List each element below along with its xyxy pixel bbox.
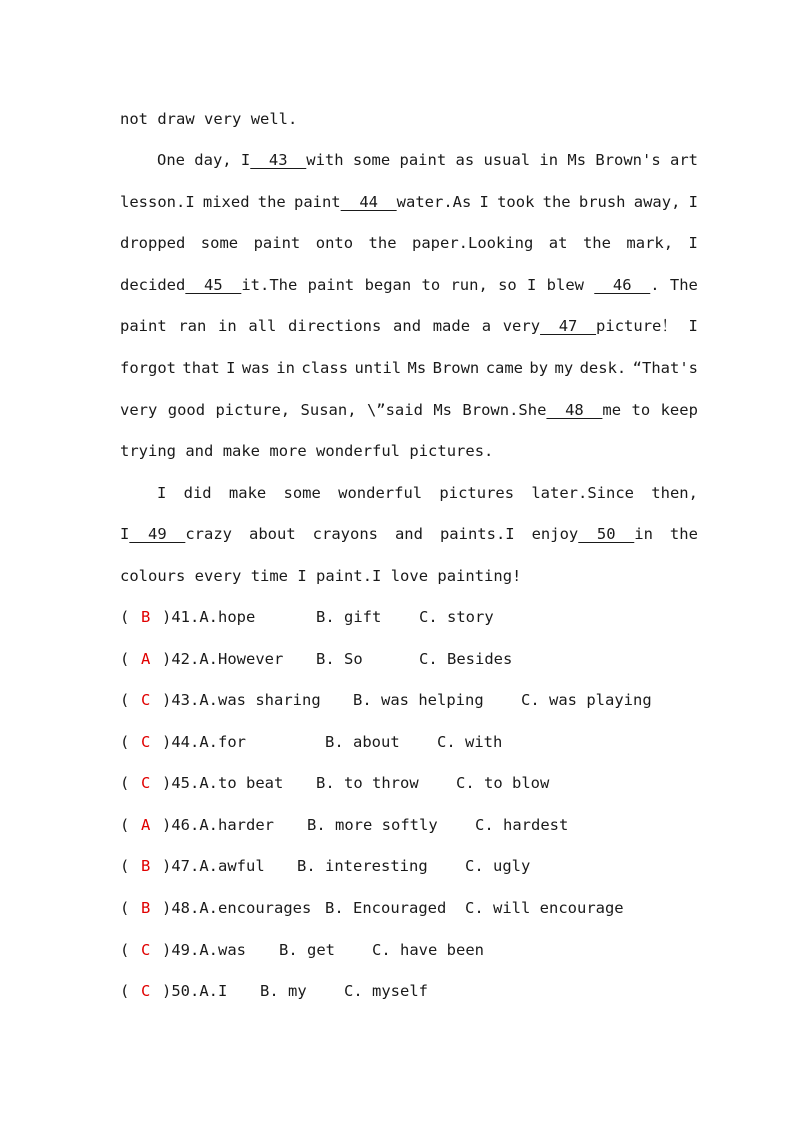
option-b: B. about xyxy=(325,733,400,751)
blank-45: 45 xyxy=(185,276,242,294)
passage-word: lesson.I xyxy=(120,193,195,211)
passage-line3 xyxy=(120,192,698,212)
passage-word: I 49 crazy xyxy=(120,525,233,543)
passage-word: not xyxy=(120,110,148,128)
option-c: C. will encourage xyxy=(465,899,624,917)
open-paren: ( xyxy=(120,650,139,668)
open-paren: ( xyxy=(120,774,139,792)
passage-line9 xyxy=(120,441,698,461)
option-b: B. Encouraged xyxy=(325,899,447,917)
passage-word: Susan, xyxy=(300,401,357,419)
close-paren: ) xyxy=(152,857,172,875)
option-a: A.However xyxy=(199,650,284,668)
answer-letter: B xyxy=(141,857,151,875)
passage-word: paint 44 water.As xyxy=(293,193,472,211)
passage-word: and xyxy=(393,317,422,335)
passage-word: \”said xyxy=(366,401,423,419)
close-paren: ) xyxy=(152,733,172,751)
passage-word: the xyxy=(257,193,286,211)
passage-word: and xyxy=(394,525,423,543)
option-b: B. to throw xyxy=(316,774,419,792)
passage-word: run, xyxy=(450,276,488,294)
passage-word: to xyxy=(421,276,441,294)
passage-word: decided 45 it.The xyxy=(120,276,298,294)
question-number: 50. xyxy=(171,982,200,1000)
passage-word: then, xyxy=(651,484,698,502)
open-paren: ( xyxy=(120,816,139,834)
open-paren: ( xyxy=(120,899,139,917)
passage-word: I xyxy=(479,193,489,211)
option-a: A.for xyxy=(199,733,247,751)
option-c: C. was playing xyxy=(521,691,652,709)
passage-line4 xyxy=(120,233,698,253)
passage-word: paint.I xyxy=(316,567,382,585)
passage-word: all xyxy=(248,317,277,335)
passage-word: Brown's xyxy=(595,151,661,169)
close-paren: ) xyxy=(152,774,172,792)
passage-word: I xyxy=(688,193,698,211)
question-number: 49. xyxy=(171,941,200,959)
passage-word: the xyxy=(669,525,698,543)
passage-word: I xyxy=(157,484,167,502)
passage-word: Brown xyxy=(432,359,480,377)
blank-44: 44 xyxy=(340,193,397,211)
option-a: A.was xyxy=(199,941,247,959)
option-a: A.to beat xyxy=(199,774,284,792)
passage-line1 xyxy=(120,109,698,129)
blank-43: 43 xyxy=(250,151,307,169)
passage-word: in xyxy=(276,359,295,377)
answer-letter: C xyxy=(141,941,151,959)
passage-word: day, xyxy=(194,151,232,169)
option-c: C. to blow xyxy=(456,774,550,792)
passage-word: time xyxy=(250,567,289,585)
passage-word: Brown.She 48 me xyxy=(462,401,622,419)
close-paren: ) xyxy=(152,650,172,668)
passage-word: trying xyxy=(120,442,176,460)
answer-letter: B xyxy=(141,608,151,626)
option-b: B. my xyxy=(260,982,307,1000)
passage-word: as xyxy=(455,151,475,169)
passage-word: I xyxy=(688,234,698,252)
passage-word: I xyxy=(688,317,698,335)
option-b: B. more softly xyxy=(307,816,438,834)
option-c: C. myself xyxy=(344,982,428,1000)
passage-word: made xyxy=(432,317,471,335)
open-paren: ( xyxy=(120,733,139,751)
option-a: A.harder xyxy=(199,816,274,834)
option-c: C. story xyxy=(419,608,494,626)
question-number: 43. xyxy=(171,691,200,709)
answer-letter: A xyxy=(141,650,151,668)
passage-word: to xyxy=(631,401,651,419)
passage-word: art xyxy=(669,151,698,169)
option-a: A.I xyxy=(199,982,228,1000)
passage-word: Ms xyxy=(433,401,453,419)
option-b: B. interesting xyxy=(297,857,428,875)
passage-word: and xyxy=(185,442,214,460)
passage-line10 xyxy=(157,483,698,503)
option-c: C. hardest xyxy=(475,816,569,834)
question-number: 45. xyxy=(171,774,200,792)
option-a: A.encourages xyxy=(199,899,312,917)
passage-word: directions xyxy=(288,317,382,335)
passage-word: colours xyxy=(120,567,186,585)
passage-word: every xyxy=(194,567,242,585)
passage-word: I xyxy=(226,359,236,377)
passage-word: good xyxy=(167,401,206,419)
passage-word: The xyxy=(669,276,698,294)
question-row xyxy=(120,856,680,876)
option-c: C. with xyxy=(437,733,503,751)
option-c: C. have been xyxy=(372,941,484,959)
passage-word: wonderful xyxy=(316,442,401,460)
open-paren: ( xyxy=(120,982,139,1000)
passage-word: make xyxy=(222,442,261,460)
question-number: 46. xyxy=(171,816,200,834)
passage-word: in xyxy=(218,317,237,335)
passage-word: the xyxy=(368,234,397,252)
passage-word: I xyxy=(297,567,307,585)
close-paren: ) xyxy=(152,941,172,959)
passage-word: some xyxy=(283,484,321,502)
question-row xyxy=(120,773,680,793)
passage-word: about xyxy=(249,525,296,543)
passage-word: wonderful xyxy=(338,484,423,502)
question-row xyxy=(120,732,680,752)
passage-word: some xyxy=(352,151,391,169)
passage-line2 xyxy=(157,150,698,170)
passage-word: my xyxy=(554,359,574,377)
passage-word: paint xyxy=(399,151,447,169)
passage-word: ran xyxy=(178,317,207,335)
passage-word: pictures. xyxy=(409,442,494,460)
passage-line5 xyxy=(120,275,698,295)
passage-word: paints.I xyxy=(439,525,515,543)
passage-word: more xyxy=(269,442,307,460)
passage-word: until xyxy=(354,359,402,377)
passage-word: so xyxy=(498,276,517,294)
passage-word: mark, xyxy=(626,234,674,252)
passage-word: forgot xyxy=(120,359,176,377)
question-row xyxy=(120,815,680,835)
passage-word: paint xyxy=(253,234,301,252)
passage-line11 xyxy=(120,524,698,544)
passage-word: by xyxy=(529,359,549,377)
passage-word: Ms xyxy=(407,359,427,377)
question-row xyxy=(120,940,680,960)
passage-word: usual xyxy=(483,151,531,169)
answer-letter: C xyxy=(141,691,151,709)
passage-line7 xyxy=(120,358,698,378)
passage-word: did xyxy=(183,484,212,502)
passage-word: class xyxy=(301,359,349,377)
question-row xyxy=(120,649,680,669)
passage-word: keep xyxy=(660,401,698,419)
passage-word: the xyxy=(542,193,571,211)
open-paren: ( xyxy=(120,941,139,959)
passage-word: make xyxy=(228,484,267,502)
close-paren: ) xyxy=(152,982,172,1000)
passage-word: began xyxy=(364,276,412,294)
passage-word: paint xyxy=(120,317,167,335)
passage-word: enjoy 50 in xyxy=(531,525,653,543)
option-c: C. Besides xyxy=(419,650,513,668)
passage-word: that xyxy=(182,359,220,377)
passage-word: crayons xyxy=(312,525,378,543)
question-row xyxy=(120,690,680,710)
passage-word: away, xyxy=(633,193,681,211)
passage-word: painting! xyxy=(437,567,522,585)
blank-47: 47 xyxy=(540,317,597,335)
answer-letter: C xyxy=(141,982,151,1000)
question-number: 44. xyxy=(171,733,200,751)
close-paren: ) xyxy=(152,608,172,626)
passage-line6 xyxy=(120,316,698,336)
passage-line8 xyxy=(120,400,698,420)
question-number: 47. xyxy=(171,857,200,875)
open-paren: ( xyxy=(120,608,139,626)
question-row xyxy=(120,981,680,1001)
blank-50: 50 xyxy=(578,525,635,543)
answer-letter: B xyxy=(141,899,151,917)
passage-word: very 47 picture！ xyxy=(502,317,677,335)
passage-word: very xyxy=(204,110,242,128)
passage-word: brush xyxy=(578,193,626,211)
passage-word: I xyxy=(527,276,537,294)
open-paren: ( xyxy=(120,857,139,875)
passage-word: a xyxy=(481,317,492,335)
passage-word: desk. xyxy=(579,359,627,377)
passage-word: was xyxy=(241,359,270,377)
passage-word: picture, xyxy=(215,401,291,419)
close-paren: ) xyxy=(152,691,172,709)
passage-word: love xyxy=(390,567,429,585)
option-b: B. get xyxy=(279,941,335,959)
passage-word: well. xyxy=(250,110,298,128)
open-paren: ( xyxy=(120,691,139,709)
blank-49: 49 xyxy=(129,525,186,543)
option-b: B. gift xyxy=(316,608,382,626)
passage-word: draw xyxy=(157,110,195,128)
passage-word: 46 . xyxy=(594,276,660,294)
passage-word: came xyxy=(485,359,524,377)
answer-letter: C xyxy=(141,733,151,751)
passage-word: One xyxy=(157,151,185,169)
question-number: 41. xyxy=(171,608,200,626)
option-b: B. was helping xyxy=(353,691,484,709)
option-c: C. ugly xyxy=(465,857,531,875)
option-a: A.hope xyxy=(199,608,256,626)
passage-word: paper.Looking xyxy=(412,234,534,252)
passage-word: blew xyxy=(546,276,584,294)
passage-line12 xyxy=(120,566,698,586)
passage-word: I 43 with xyxy=(240,151,344,169)
passage-word: mixed xyxy=(202,193,250,211)
option-a: A.was sharing xyxy=(199,691,321,709)
passage-word: Ms xyxy=(567,151,587,169)
question-row xyxy=(120,607,680,627)
blank-48: 48 xyxy=(546,401,603,419)
passage-word: very xyxy=(120,401,158,419)
passage-word: took xyxy=(497,193,535,211)
question-number: 42. xyxy=(171,650,200,668)
close-paren: ) xyxy=(152,816,172,834)
passage-word: dropped xyxy=(120,234,186,252)
answer-letter: A xyxy=(141,816,151,834)
passage-word: onto xyxy=(315,234,354,252)
passage-word: the xyxy=(582,234,611,252)
option-b: B. So xyxy=(316,650,363,668)
passage-word: “That's xyxy=(632,359,698,377)
close-paren: ) xyxy=(152,899,172,917)
question-number: 48. xyxy=(171,899,200,917)
answer-letter: C xyxy=(141,774,151,792)
passage-word: pictures xyxy=(439,484,515,502)
passage-word: some xyxy=(200,234,239,252)
passage-word: at xyxy=(548,234,568,252)
question-row xyxy=(120,898,680,918)
blank-46: 46 xyxy=(594,276,651,294)
passage-word: paint xyxy=(307,276,355,294)
passage-word: later.Since xyxy=(531,484,634,502)
option-a: A.awful xyxy=(199,857,265,875)
passage-word: in xyxy=(539,151,559,169)
